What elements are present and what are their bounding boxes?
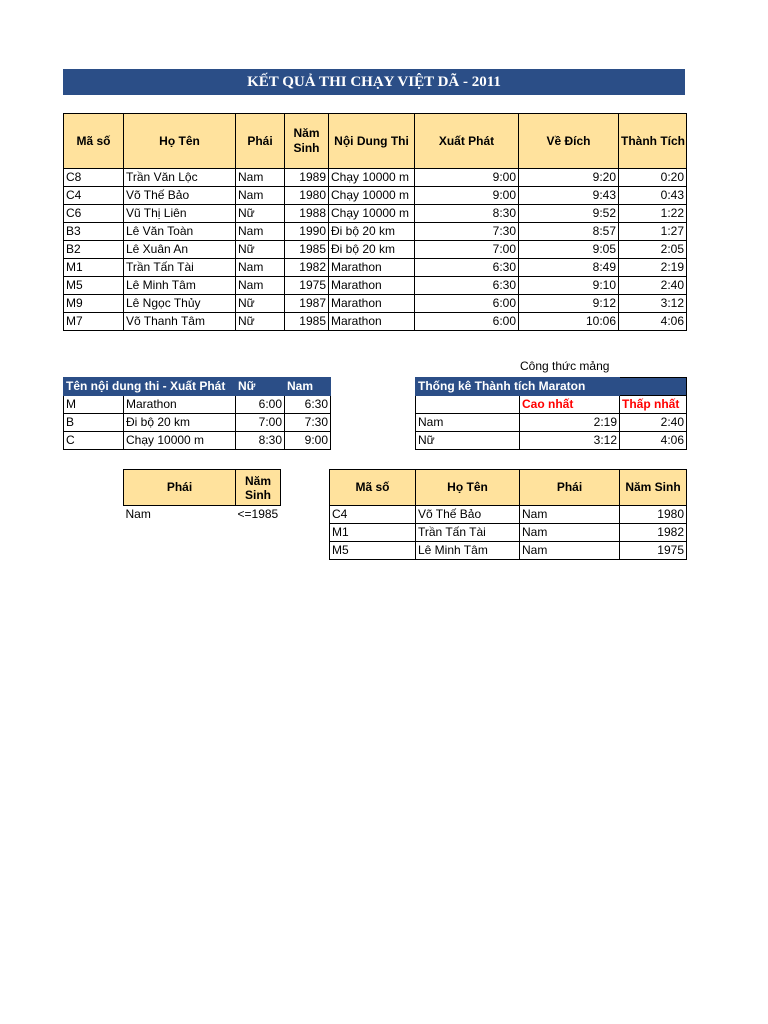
cell-nam-sinh[interactable]: 1980 (285, 187, 329, 205)
cell-thanh-tich[interactable]: 4:06 (619, 313, 687, 331)
stats-row (416, 414, 687, 432)
cell-phai[interactable]: Nam (520, 506, 620, 524)
lookup-row (64, 432, 331, 450)
cell-gender[interactable]: Nam (416, 414, 520, 432)
cell-min[interactable]: 2:40 (620, 414, 687, 432)
lookup-header-nam[interactable]: Nam (285, 378, 331, 396)
cell-phai[interactable]: Nữ (236, 241, 285, 259)
cell-ma-so[interactable]: M5 (330, 542, 416, 560)
cell-noi-dung-thi[interactable]: Marathon (329, 313, 415, 331)
cell-xuat-phat[interactable]: 7:00 (415, 241, 519, 259)
criteria-header-row (124, 470, 281, 506)
cell-code[interactable]: B (64, 414, 124, 432)
table-row (330, 506, 687, 524)
cell-phai[interactable]: Nữ (236, 313, 285, 331)
lookup-row (64, 414, 331, 432)
cell-phai[interactable]: Nữ (236, 205, 285, 223)
criteria-value-row (124, 506, 281, 524)
cell-ho-ten[interactable]: Trần Tấn Tài (124, 259, 236, 277)
cell-ma-so[interactable]: B3 (64, 223, 124, 241)
cell-ho-ten[interactable]: Lê Văn Toàn (124, 223, 236, 241)
cell-noi-dung-thi[interactable]: Đi bộ 20 km (329, 223, 415, 241)
cong-thuc-mang-label: Công thức mảng (520, 359, 610, 373)
cell-start-nu[interactable]: 7:00 (236, 414, 285, 432)
cell-thanh-tich[interactable]: 0:43 (619, 187, 687, 205)
criteria-nam-sinh-value[interactable]: <=1985 (237, 507, 279, 521)
cell-xuat-phat[interactable]: 9:00 (415, 169, 519, 187)
result-header-nam-sinh[interactable]: Năm Sinh (620, 470, 687, 506)
cell-thanh-tich[interactable]: 3:12 (619, 295, 687, 313)
cell-thanh-tich[interactable]: 2:40 (619, 277, 687, 295)
cell-max[interactable]: 3:12 (520, 432, 620, 450)
cell-xuat-phat[interactable]: 9:00 (415, 187, 519, 205)
cell-ma-so[interactable]: B2 (64, 241, 124, 259)
cell-ho-ten[interactable]: Trần Tấn Tài (416, 524, 520, 542)
criteria-phai-value[interactable]: Nam (125, 507, 151, 521)
cell-ve-dich[interactable]: 9:12 (519, 295, 619, 313)
cell-ma-so[interactable]: M1 (330, 524, 416, 542)
stats-col-min[interactable]: Thấp nhất (620, 396, 687, 414)
result-header-row (330, 470, 687, 506)
lookup-header-nu[interactable]: Nữ (236, 378, 285, 396)
cell-ve-dich[interactable]: 8:49 (519, 259, 619, 277)
cell-ho-ten[interactable]: Lê Ngọc Thủy (124, 295, 236, 313)
cell-code[interactable]: M (64, 396, 124, 414)
cell-ma-so[interactable]: M5 (64, 277, 124, 295)
cell-ho-ten[interactable]: Lê Xuân An (124, 241, 236, 259)
table-row (330, 524, 687, 542)
cell-ve-dich[interactable]: 9:20 (519, 169, 619, 187)
cell-ve-dich[interactable]: 9:52 (519, 205, 619, 223)
cell-start-nam[interactable]: 9:00 (285, 432, 331, 450)
cell-ve-dich[interactable]: 9:10 (519, 277, 619, 295)
cell-event[interactable]: Đi bộ 20 km (124, 414, 236, 432)
cell-noi-dung-thi[interactable]: Chạy 10000 m (329, 187, 415, 205)
cell-thanh-tich[interactable]: 2:19 (619, 259, 687, 277)
cell-xuat-phat[interactable]: 7:30 (415, 223, 519, 241)
criteria-table (123, 469, 281, 523)
cell-nam-sinh[interactable]: 1988 (285, 205, 329, 223)
stats-subheader-row (416, 396, 687, 414)
cell-phai[interactable]: Nam (520, 524, 620, 542)
header-nam-sinh[interactable]: Năm Sinh (285, 114, 329, 169)
table-row (330, 542, 687, 560)
cell-noi-dung-thi[interactable]: Marathon (329, 277, 415, 295)
cell-nam-sinh[interactable]: 1989 (285, 169, 329, 187)
cell-start-nam[interactable]: 6:30 (285, 396, 331, 414)
cell-nam-sinh[interactable]: 1975 (620, 542, 687, 560)
cell-ma-so[interactable]: C4 (330, 506, 416, 524)
cell-ho-ten[interactable]: Trần Văn Lộc (124, 169, 236, 187)
cell-event[interactable]: Chạy 10000 m (124, 432, 236, 450)
result-header-ho-ten[interactable]: Họ Tên (416, 470, 520, 506)
cell-ma-so[interactable]: M9 (64, 295, 124, 313)
criteria-header-nam-sinh[interactable]: Năm Sinh (236, 470, 281, 506)
cell-gender[interactable]: Nữ (416, 432, 520, 450)
table-row (64, 205, 687, 223)
table-row (64, 295, 687, 313)
cell-noi-dung-thi[interactable]: Đi bộ 20 km (329, 241, 415, 259)
header-noi-dung-thi[interactable]: Nội Dung Thi (329, 114, 415, 169)
cell-ho-ten[interactable]: Võ Thế Bảo (124, 187, 236, 205)
cell-ve-dich[interactable]: 9:05 (519, 241, 619, 259)
cell-phai[interactable]: Nam (236, 223, 285, 241)
table-row (64, 277, 687, 295)
table-row (64, 241, 687, 259)
header-xuat-phat[interactable]: Xuất Phát (415, 114, 519, 169)
results-header-row (64, 114, 687, 169)
cell-thanh-tich[interactable]: 2:05 (619, 241, 687, 259)
cell-phai[interactable]: Nam (236, 187, 285, 205)
cell-xuat-phat[interactable]: 6:30 (415, 277, 519, 295)
table-row (64, 313, 687, 331)
cell-ve-dich[interactable]: 9:43 (519, 187, 619, 205)
cell-noi-dung-thi[interactable]: Marathon (329, 295, 415, 313)
cell-nam-sinh[interactable]: 1982 (285, 259, 329, 277)
table-row (64, 187, 687, 205)
cell-noi-dung-thi[interactable]: Chạy 10000 m (329, 169, 415, 187)
cell-phai[interactable]: Nam (236, 259, 285, 277)
result-header-ma-so[interactable]: Mã số (330, 470, 416, 506)
cell-phai[interactable]: Nam (236, 277, 285, 295)
cell-nam-sinh[interactable]: 1975 (285, 277, 329, 295)
cell-ma-so[interactable]: C4 (64, 187, 124, 205)
lookup-header-row (64, 378, 331, 396)
criteria-header-phai[interactable]: Phái (124, 470, 236, 506)
stats-header-blank[interactable] (620, 378, 687, 396)
cell-phai[interactable]: Nam (236, 169, 285, 187)
cell-nam-sinh[interactable]: 1990 (285, 223, 329, 241)
cell-nam-sinh[interactable]: 1980 (620, 506, 687, 524)
cell-ho-ten[interactable]: Lê Minh Tâm (416, 542, 520, 560)
cell-nam-sinh[interactable]: 1987 (285, 295, 329, 313)
stats-header[interactable]: Thống kê Thành tích Maraton (416, 378, 620, 396)
header-thanh-tich[interactable]: Thành Tích (619, 114, 687, 169)
stats-row (416, 432, 687, 450)
cell-thanh-tich[interactable]: 1:27 (619, 223, 687, 241)
cell-ho-ten[interactable]: Vũ Thị Liên (124, 205, 236, 223)
lookup-row (64, 396, 331, 414)
stats-col-max[interactable]: Cao nhất (520, 396, 620, 414)
cell-ho-ten[interactable]: Võ Thanh Tâm (124, 313, 236, 331)
stats-header-row (416, 378, 687, 396)
cell-start-nu[interactable]: 6:00 (236, 396, 285, 414)
cell-code[interactable]: C (64, 432, 124, 450)
cell-thanh-tich[interactable]: 1:22 (619, 205, 687, 223)
result-header-phai[interactable]: Phái (520, 470, 620, 506)
cell-ma-so[interactable]: C6 (64, 205, 124, 223)
cell-start-nu[interactable]: 8:30 (236, 432, 285, 450)
cell-nam-sinh[interactable]: 1985 (285, 313, 329, 331)
header-ve-dich[interactable]: Về Đích (519, 114, 619, 169)
start-time-lookup-table (63, 377, 331, 450)
table-row (64, 259, 687, 277)
cell-ma-so[interactable]: M1 (64, 259, 124, 277)
cell-max[interactable]: 2:19 (520, 414, 620, 432)
cell-noi-dung-thi[interactable]: Marathon (329, 259, 415, 277)
cell-phai[interactable]: Nam (520, 542, 620, 560)
cell-xuat-phat[interactable]: 6:00 (415, 295, 519, 313)
cell-ho-ten[interactable]: Võ Thế Bảo (416, 506, 520, 524)
filter-result-table (329, 469, 687, 560)
cell-nam-sinh[interactable]: 1985 (285, 241, 329, 259)
cell-min[interactable]: 4:06 (620, 432, 687, 450)
cell-xuat-phat[interactable]: 6:00 (415, 313, 519, 331)
cell-noi-dung-thi[interactable]: Chạy 10000 m (329, 205, 415, 223)
lookup-header-event[interactable]: Tên nội dung thi - Xuất Phát (64, 378, 236, 396)
cell-start-nam[interactable]: 7:30 (285, 414, 331, 432)
cell-xuat-phat[interactable]: 8:30 (415, 205, 519, 223)
header-ma-so[interactable]: Mã số (64, 114, 124, 169)
cell-nam-sinh[interactable]: 1982 (620, 524, 687, 542)
cell-ma-so[interactable]: M7 (64, 313, 124, 331)
table-row (64, 169, 687, 187)
header-ho-ten[interactable]: Họ Tên (124, 114, 236, 169)
sheet-title: KẾT QUẢ THI CHẠY VIỆT DÃ - 2011 (63, 69, 685, 95)
marathon-stats-table (415, 377, 687, 450)
table-row (64, 223, 687, 241)
cell-phai[interactable]: Nữ (236, 295, 285, 313)
cell-ve-dich[interactable]: 10:06 (519, 313, 619, 331)
results-table (63, 113, 687, 331)
cell-event[interactable]: Marathon (124, 396, 236, 414)
cell-ve-dich[interactable]: 8:57 (519, 223, 619, 241)
cell-ho-ten[interactable]: Lê Minh Tâm (124, 277, 236, 295)
stats-subheader-blank[interactable] (416, 396, 520, 414)
cell-ma-so[interactable]: C8 (64, 169, 124, 187)
header-phai[interactable]: Phái (236, 114, 285, 169)
cell-xuat-phat[interactable]: 6:30 (415, 259, 519, 277)
cell-thanh-tich[interactable]: 0:20 (619, 169, 687, 187)
